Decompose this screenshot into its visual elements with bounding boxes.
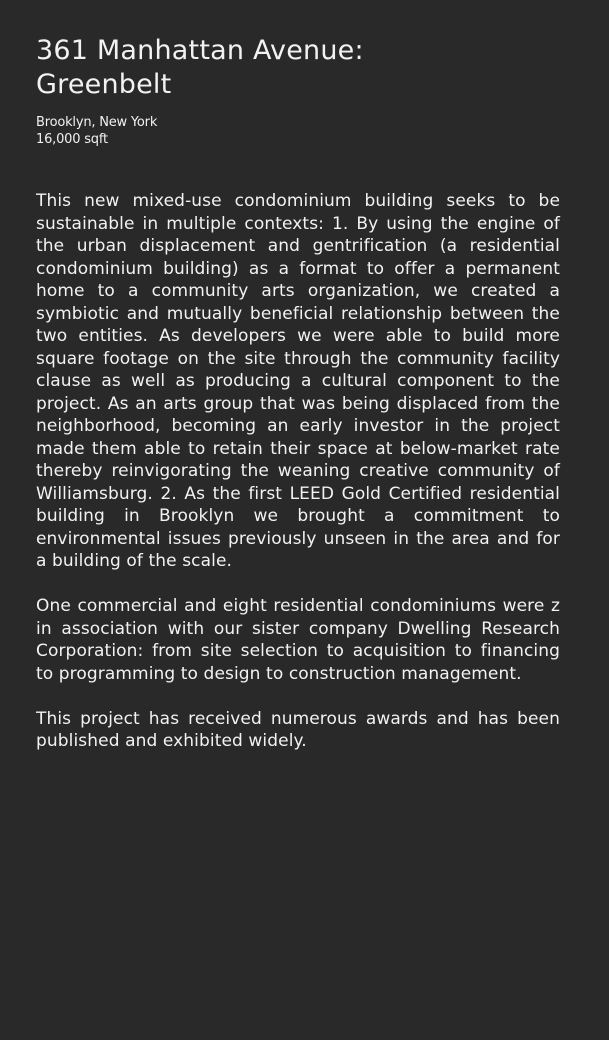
description-paragraph-3: This project has received numerous awards and has been published and exhibited widely. xyxy=(36,708,560,751)
project-location: Brooklyn, New York xyxy=(36,115,158,130)
description-paragraph-1: This new mixed-use condominium building seeks to be sustainable in multiple contexts: 1. By using the engine of the urban displacement and gentrification (a residential condominium building) as a format to offer a permanent home to a community arts organization, we created a symbiotic and mutually beneficial relationship between the two entities. As developers we were able to build more square footage on the site through the community facility clause as well as producing a cultural component to the project. As an arts group that was being displaced from the neighborhood, becoming an early investor in the project made them able to retain their space at below-market rate thereby reinvigorating the weaning creative community of Williamsburg. 2. As the first LEED Gold Certified residential building in Brooklyn we brought a commitment to environmental issues previously unseen in the area and for a building of the scale. xyxy=(36,191,560,571)
description-paragraph-2: One commercial and eight residential condominiums were z in association with our sister company Dwelling Research Corporation: from site selection to acquisition to financing to programming to design to construction management. xyxy=(36,596,560,684)
project-description xyxy=(36,190,560,753)
project-size: 16,000 sqft xyxy=(36,132,108,147)
project-title: 361 Manhattan Avenue: Greenbelt xyxy=(36,35,364,100)
project-meta xyxy=(36,114,560,148)
